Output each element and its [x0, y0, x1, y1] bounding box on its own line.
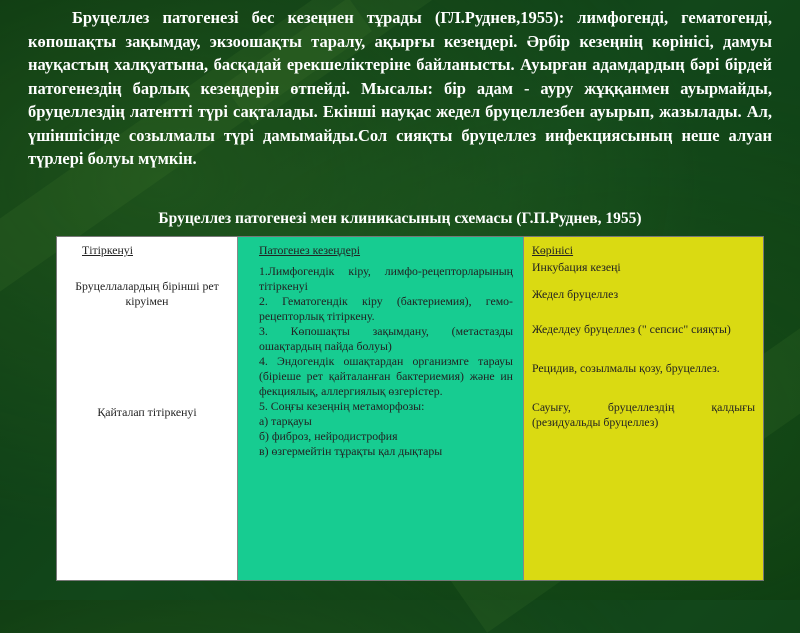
repeat-irritation-text: Қайталап тітіркенуі: [97, 405, 197, 419]
stage-item: 1.Лимфогендік кіру, лимфо-рецепторларының тітіркенуі: [259, 264, 513, 293]
manifestation-item: Жеделдеу бруцеллез (" сепсис" сияқты): [532, 322, 731, 336]
column-irritation: [57, 237, 237, 580]
manifestation-item: Жедел бруцеллез: [532, 287, 619, 301]
manifestation-item: Инкубация кезеңі: [532, 260, 621, 274]
stage-item: в) өзгермейтін тұрақты қал дықтары: [259, 444, 443, 458]
column-header-stages: Патогенез кезеңдері: [259, 243, 361, 257]
table-caption: Бруцеллез патогенезі мен клиникасының схемасы (Г.П.Руднев, 1955): [158, 210, 642, 227]
manifestation-item: Рецидив, созылмалы қозу, бруцеллез.: [532, 361, 720, 375]
pathogenesis-table: [56, 236, 764, 581]
intro-paragraph: Бруцеллез патогенезі бес кезеңнен тұрады (ГЛ.Руднев,1955): лимфогенді, гематогенді, көпошақты зақымдау, экзоошақты таралу, ақырғы кезеңдері. Әрбір кезеңнің көрінісі, дамуы науқастың халқуатына, басқадай ерекшеліктеріне байланысты. Ауырған адамдардың бәрі бірдей патогенездің барлық кезеңдерін өтпейді. Мысалы: бір адам - ауру жұққанмен ауырмайды, бруцеллездің латентті түрі сақталады. Екінші науқас жедел бруцеллезбен ауырып, жазылады. Ал, үшіншісінде созылмалы түрі дамымайды.Сол сияқты бруцеллез инфекциясының неше алуан түрлері болуы мүмкін.: [28, 8, 772, 168]
stage-item: 4. Эндогендік ошақтардан организмге тарауы (біріеше рет қайталанған бактериемия) және ин фекциялық, аллергиялық өзгерістер.: [259, 354, 513, 398]
column-pathogenesis-stages: [237, 237, 524, 580]
column-manifestation: [524, 237, 763, 580]
stage-item: а) тарқауы: [259, 414, 312, 428]
stage-item: 5. Соңғы кезеңнің метаморфозы:: [259, 399, 425, 413]
stage-item: б) фиброз, нейродистрофия: [259, 429, 398, 443]
stage-item: 2. Гематогендік кіру (бактериемия), гемо- рецепторлық тітіркену.: [259, 294, 513, 323]
first-entry-text: Бруцеллалардың бірінші рет кіруімен: [75, 279, 219, 308]
column-header-manifestation: Көрінісі: [532, 243, 574, 257]
stage-item: 3. Көпошақты зақымдану, (метастазды ошақтардың пайда болуы): [259, 324, 513, 353]
column-header-irritation: Тітіркенуі: [82, 243, 133, 257]
manifestation-item: Сауығу, бруцеллездің қалдығы (резидуальды бруцеллез): [532, 400, 755, 429]
